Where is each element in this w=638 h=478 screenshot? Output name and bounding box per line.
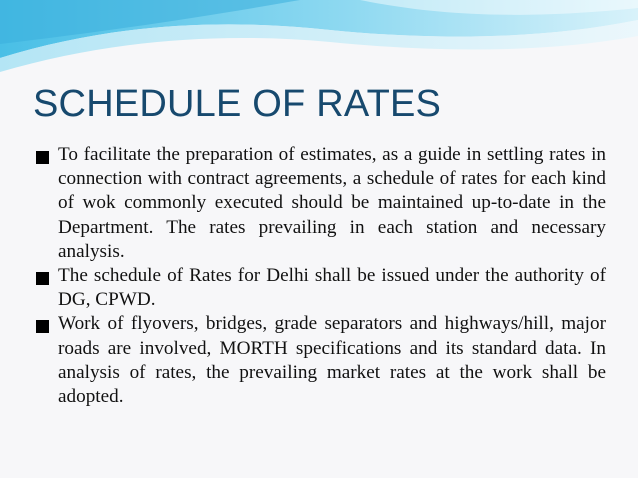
square-bullet-icon [36,272,49,285]
bullet-text: The schedule of Rates for Delhi shall be issued under the authority of DG, CPWD. [58,265,606,311]
bullet-text: To facilitate the preparation of estimates, as a guide in settling rates in connection with contract agreements, a schedule of rates for each kind of wok commonly executed should be maintained up-to-date in the Department. The rates prevailing in each station and necessary analysis. [58,144,606,262]
slide-title: SCHEDULE OF RATES [33,83,442,125]
bullet-item [36,143,606,264]
square-bullet-icon [36,320,49,333]
bullet-item [36,264,606,312]
square-bullet-icon [36,151,49,164]
bullet-list [36,143,606,409]
header-wave-decoration [0,0,638,82]
bullet-item [36,312,606,409]
bullet-text: Work of flyovers, bridges, grade separators and highways/hill, major roads are involved, MORTH specifications and its standard data. In analysis of rates, the prevailing market rates at the work shall be adopted. [58,313,606,408]
